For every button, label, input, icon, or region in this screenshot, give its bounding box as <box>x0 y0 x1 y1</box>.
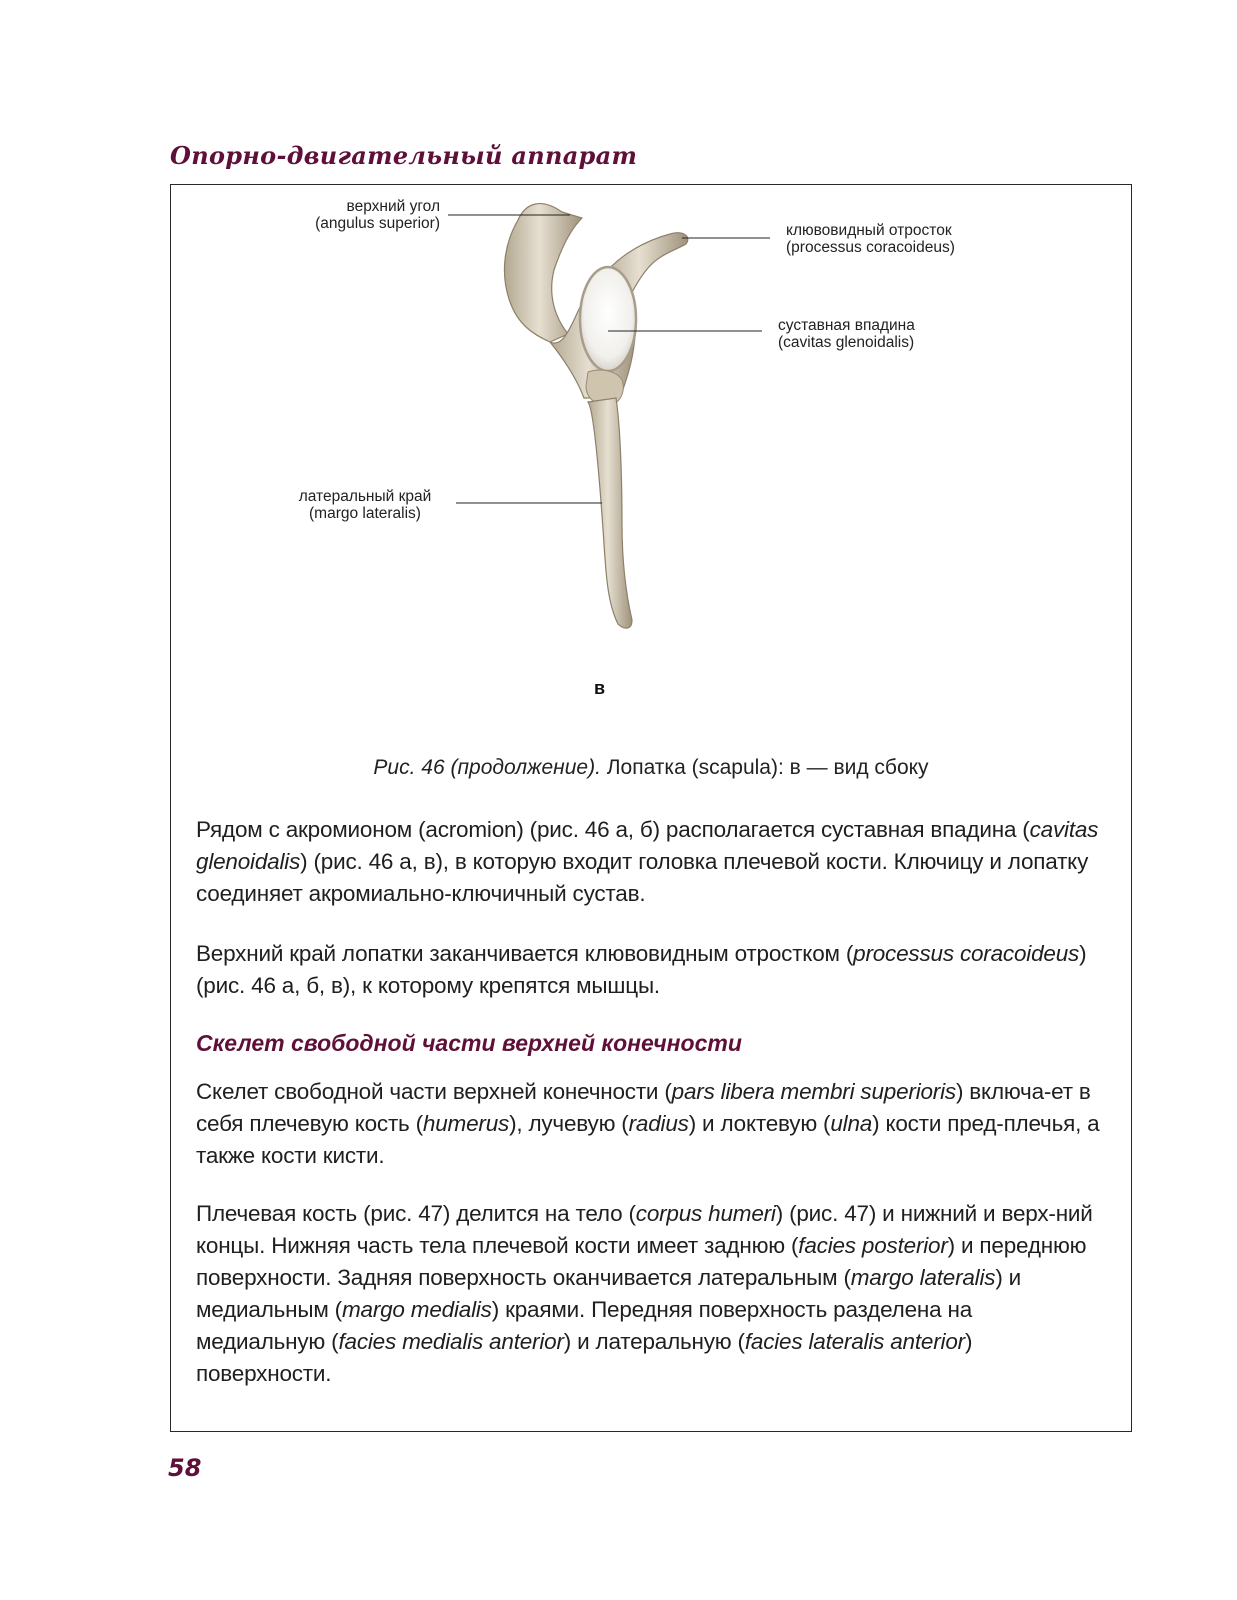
latin-term: humerus <box>422 1111 510 1136</box>
latin-term: ulna <box>830 1111 873 1136</box>
scapula-figure <box>170 184 1132 724</box>
latin-term: cavitas glenoidalis <box>196 817 1099 874</box>
latin-term: corpus humeri <box>635 1201 776 1226</box>
label-cavitas-glenoidalis-lat: (cavitas glenoidalis) <box>778 334 915 351</box>
text-run: ) включа-ет в себя плечевую кость ( <box>196 1079 1091 1136</box>
text-run: ) и медиальным ( <box>196 1265 1022 1322</box>
label-margo-lateralis-lat: (margo lateralis) <box>309 505 421 522</box>
paragraph-1 <box>196 814 1106 910</box>
text-run: ) и переднюю поверхности. Задняя поверхность оканчивается латеральным ( <box>196 1233 1087 1290</box>
caption-label: Рис. 46 (продолжение). <box>373 756 601 779</box>
text-run: ) и латеральную ( <box>563 1329 745 1354</box>
text-run: ) (рис. 46 а, б, в), к которому крепятся мышцы. <box>196 941 1087 998</box>
panel-letter: в <box>594 678 606 698</box>
text-run: ) (рис. 46 а, в), в которую входит головка плечевой кости. Ключицу и лопатку соединяет акромиально-ключичный сустав. <box>196 849 1089 906</box>
latin-term: facies medialis anterior <box>338 1329 564 1354</box>
text-run: Рядом с акромионом (acromion) (рис. 46 а, б) располагается суставная впадина ( <box>196 817 1030 842</box>
text-run: ) и локтевую ( <box>688 1111 831 1136</box>
label-processus-coracoideus <box>786 222 955 256</box>
text-run: ) поверхности. <box>196 1329 973 1386</box>
text-run: ) кости пред-плечья, а также кости кисти. <box>196 1111 1100 1168</box>
figure-caption <box>170 756 1132 780</box>
text-run: Плечевая кость (рис. 47) делится на тело ( <box>196 1201 636 1226</box>
label-cavitas-glenoidalis <box>778 317 915 351</box>
text-run: ), лучевую ( <box>509 1111 629 1136</box>
paragraph-3 <box>196 1076 1106 1172</box>
paragraph-2 <box>196 938 1106 1002</box>
page-number: 58 <box>168 1454 202 1482</box>
text-run: Верхний край лопатки заканчивается клювовидным отростком ( <box>196 941 854 966</box>
text-run: ) (рис. 47) и нижний и верх-ний концы. Нижняя часть тела плечевой кости имеет заднюю ( <box>196 1201 1093 1258</box>
superior-angle-shape <box>504 204 582 342</box>
label-processus-coracoideus-ru: клювовидный отросток <box>786 222 952 239</box>
label-angulus-superior-ru: верхний угол <box>346 198 440 215</box>
section-heading: Скелет свободной части верхней конечности <box>196 1030 742 1056</box>
latin-term: margo medialis <box>341 1297 492 1322</box>
text-run: ) краями. Передняя поверхность разделена на медиальную ( <box>196 1297 973 1354</box>
latin-term: processus coracoideus <box>853 941 1080 966</box>
label-cavitas-glenoidalis-ru: суставная впадина <box>778 317 915 334</box>
label-angulus-superior-lat: (angulus superior) <box>315 215 440 232</box>
running-head: Опорно-двигательный аппарат <box>170 141 638 170</box>
caption-text: Лопатка (scapula): в — вид сбоку <box>600 756 929 779</box>
text-run: Скелет свободной части верхней конечности ( <box>196 1079 672 1104</box>
latin-term: pars libera membri superioris <box>671 1079 956 1104</box>
label-margo-lateralis-ru: латеральный край <box>298 488 432 505</box>
label-processus-coracoideus-lat: (processus coracoideus) <box>786 239 955 256</box>
paragraph-4 <box>196 1198 1106 1390</box>
scapula-illustration <box>170 184 1132 724</box>
latin-term: facies lateralis anterior <box>744 1329 965 1354</box>
latin-term: facies posterior <box>798 1233 948 1258</box>
label-margo-lateralis <box>280 488 450 522</box>
latin-term: radius <box>628 1111 689 1136</box>
latin-term: margo lateralis <box>850 1265 996 1290</box>
lateral-border-shape <box>588 398 632 628</box>
label-angulus-superior <box>270 198 440 232</box>
glenoid-cavity-shape <box>580 267 636 371</box>
